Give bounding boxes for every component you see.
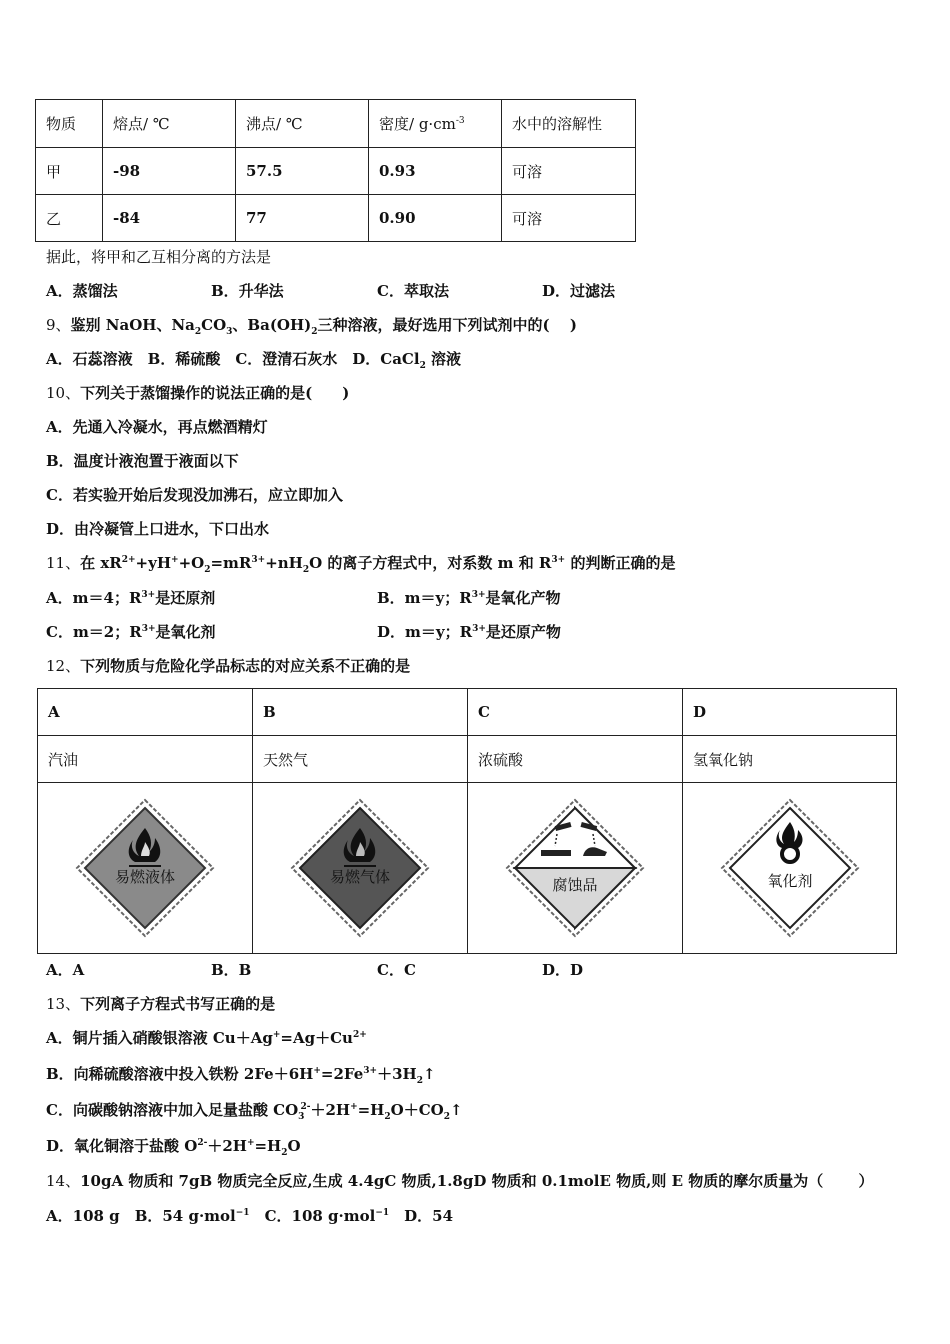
table-header: 沸点/ ℃ (236, 100, 369, 148)
table-cell: 57.5 (236, 148, 369, 195)
hazard-substance: 氢氧化钠 (683, 736, 897, 783)
q14-options: A．108 g B．54 g·mol$^{-1}$ C．108 g·mol$^{-1}$ D．54 (46, 1207, 454, 1225)
q11-option-a: A．m＝4；$R^{3+}$是还原剂 (46, 589, 216, 607)
table-cell: 乙 (36, 195, 103, 242)
table-cell: -98 (103, 148, 236, 195)
table-row (36, 148, 636, 195)
flammable-liquid-sign (38, 783, 253, 954)
hazard-letter: C (468, 689, 683, 736)
q11-stem: 11、在 $xR^{2+}+yH^++O_2=mR^{3+}+nH_2O$ 的离子方程式中，对系数 m 和 $R^{3+}$ 的判断正确的是 (46, 554, 676, 575)
q14-stem: 14、10gA 物质和 7gB 物质完全反应,生成 4.4gC 物质,1.8gD 物质和 0.1molE 物质,则 E 物质的摩尔质量为（ ） (46, 1172, 874, 1190)
q8-option-a: A．蒸馏法 (46, 282, 118, 300)
q10-option-b: B．温度计液泡置于液面以下 (46, 452, 239, 470)
hazard-table (37, 688, 897, 954)
q12-option-c: C．C (377, 961, 416, 979)
table-header: 水中的溶解性 (502, 100, 636, 148)
q11-option-d: D．m＝y；$R^{3+}$是还原产物 (377, 623, 561, 641)
table-cell: 0.93 (369, 148, 502, 195)
q13-option-d: D．氧化铜溶于盐酸 $O^{2-}+2H^+=H_2O$ (46, 1137, 301, 1158)
q8-option-b: B．升华法 (211, 282, 284, 300)
q12-option-a: A．A (46, 961, 85, 979)
svg-text:腐蚀品: 腐蚀品 (552, 876, 598, 894)
q12-option-d: D．D (542, 961, 584, 979)
flammable-gas-sign (253, 783, 468, 954)
q10-stem: 10、下列关于蒸馏操作的说法正确的是( ) (46, 384, 350, 402)
q13-option-b: B．向稀硫酸溶液中投入铁粉 $2Fe+6H^+=2Fe^{3+}+3H_2↑$ (46, 1065, 436, 1086)
svg-text:易燃液体: 易燃液体 (114, 868, 176, 886)
table-cell: 77 (236, 195, 369, 242)
q13-option-c: C．向碳酸钠溶液中加入足量盐酸 $CO_3^{2-}+2H^+=H_2O+CO_2↑$ (46, 1101, 463, 1122)
svg-text:易燃气体: 易燃气体 (329, 868, 391, 886)
hazard-substance: 浓硫酸 (468, 736, 683, 783)
svg-text:氧化剂: 氧化剂 (766, 872, 813, 890)
q13-option-a: A．铜片插入硝酸银溶液 $Cu+Ag^+=Ag+Cu^{2+}$ (46, 1029, 367, 1047)
q9-options: A．石蕊溶液 B．稀硫酸 C．澄清石灰水 D．CaCl$_2$ 溶液 (46, 350, 462, 371)
q8-stem: 据此，将甲和乙互相分离的方法是 (46, 248, 272, 266)
q8-option-c: C．萃取法 (377, 282, 449, 300)
q8-option-d: D．过滤法 (542, 282, 616, 300)
oxidizer-sign (683, 783, 897, 954)
hazard-letter: B (253, 689, 468, 736)
q11-option-c: C．m＝2；$R^{3+}$是氧化剂 (46, 623, 216, 641)
table-cell: -84 (103, 195, 236, 242)
q10-option-d: D．由冷凝管上口进水，下口出水 (46, 520, 270, 538)
corrosive-sign (468, 783, 683, 954)
density-label: 密度/ g·cm (379, 115, 456, 133)
table-header (369, 100, 502, 148)
q12-option-b: B．B (211, 961, 252, 979)
table-cell: 甲 (36, 148, 103, 195)
q13-stem: 13、下列离子方程式书写正确的是 (46, 995, 276, 1013)
hazard-letter: A (38, 689, 253, 736)
properties-table (35, 99, 636, 242)
q10-option-a: A．先通入冷凝水，再点燃酒精灯 (46, 418, 268, 436)
q11-option-b: B．m＝y；$R^{3+}$是氧化产物 (377, 589, 561, 607)
density-exp: -3 (455, 116, 465, 126)
q12-stem: 12、下列物质与危险化学品标志的对应关系不正确的是 (46, 657, 411, 675)
table-header: 熔点/ ℃ (103, 100, 236, 148)
table-cell: 可溶 (502, 195, 636, 242)
hazard-letter: D (683, 689, 897, 736)
table-cell: 可溶 (502, 148, 636, 195)
hazard-substance: 天然气 (253, 736, 468, 783)
q10-option-c: C．若实验开始后发现没加沸石，应立即加入 (46, 486, 343, 504)
table-row (36, 195, 636, 242)
hazard-substance: 汽油 (38, 736, 253, 783)
table-cell: 0.90 (369, 195, 502, 242)
table-header: 物质 (36, 100, 103, 148)
q9-stem: 9、鉴别 NaOH、$Na_2CO_3$、$Ba(OH)_2$三种溶液，最好选用下列试剂中的( ) (46, 316, 577, 337)
